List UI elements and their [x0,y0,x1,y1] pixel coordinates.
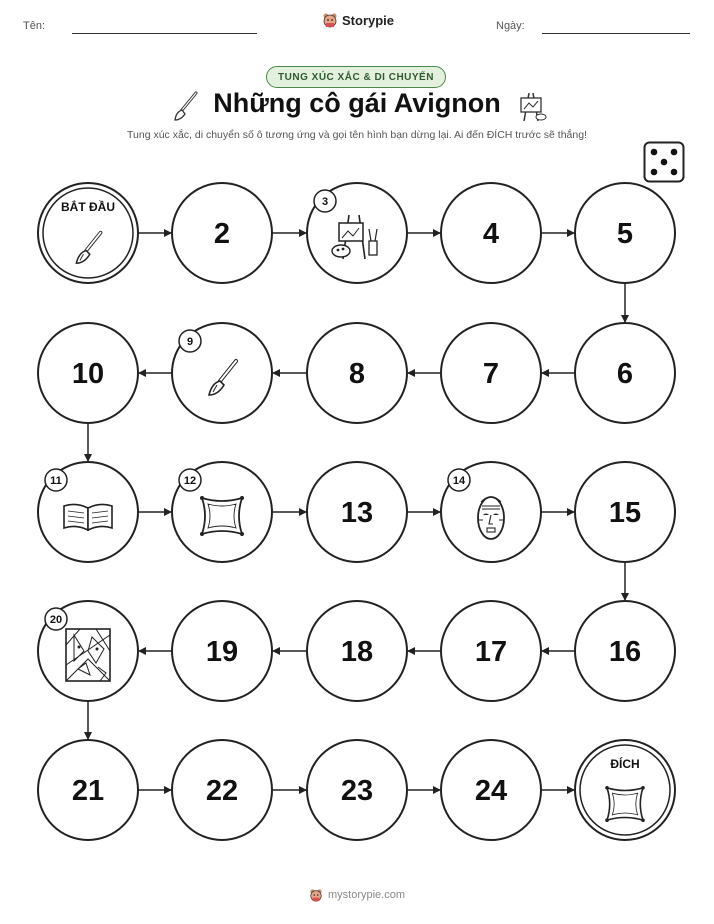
cell-number: 8 [348,358,366,390]
page-title: Những cô gái Avignon [213,88,501,118]
date-label: Ngày: [496,20,525,32]
footer-url: mystorypie.com [327,889,406,901]
board-cell[interactable] [172,323,272,423]
cell-number: 22 [205,775,239,807]
start-cell[interactable] [38,183,138,283]
start-label: BẮT ĐẦU [61,200,115,214]
cell-number: 13 [340,497,374,529]
instructions: Tung xúc xắc, di chuyển số ô tương ứng và gọi tên hình bạn dừng lại. Ai đến ĐÍCH trước sẽ thắng! [126,129,587,141]
footer [0,888,714,902]
cell-number: 7 [482,358,500,390]
board-cell[interactable] [307,601,407,701]
board-cell[interactable] [575,323,675,423]
cell-number: 18 [340,636,374,668]
board-cell[interactable] [441,323,541,423]
open-book-icon [64,504,112,530]
board-cell[interactable] [441,601,541,701]
finish-cell[interactable] [575,740,675,840]
cell-number: 16 [608,636,642,668]
cell-number-badge-label: 12 [183,475,197,487]
cubist-faces-icon [66,629,110,681]
cell-number: 23 [340,775,374,807]
cell-number: 10 [71,358,105,390]
cell-number: 21 [71,775,105,807]
board-cell[interactable] [307,462,407,562]
board-cell[interactable] [38,462,138,562]
cell-number: 19 [205,636,239,668]
african-mask-icon [478,497,504,539]
board-cell[interactable] [172,462,272,562]
cell-number-badge-label: 3 [321,196,329,208]
cell-number-badge-label: 9 [186,336,194,348]
cell-number: 15 [608,497,642,529]
storypie-mascot-icon [309,888,323,902]
brand-name: Storypie [342,12,395,28]
cell-number-badge-label: 14 [452,475,466,487]
board-cell[interactable] [172,183,272,283]
cell-number: 17 [474,636,508,668]
board-cell[interactable] [575,462,675,562]
cell-number: 24 [474,775,508,807]
board-cell[interactable] [441,462,541,562]
cell-number: 6 [616,358,634,390]
board-cell[interactable] [307,740,407,840]
cell-number-badge-label: 20 [49,614,63,626]
board-cell[interactable] [575,601,675,701]
board-cell[interactable] [38,740,138,840]
board-cell[interactable] [38,601,138,701]
board-cell[interactable] [441,740,541,840]
cushion-icon [200,496,244,536]
name-label: Tên: [23,20,46,32]
board-cell[interactable] [172,740,272,840]
cell-number-badge-label: 11 [50,475,62,487]
board-cell[interactable] [441,183,541,283]
activity-badge: TUNG XÚC XẮC & DI CHUYỂN [266,66,446,88]
board-cell[interactable] [307,323,407,423]
board-cell[interactable] [575,183,675,283]
cell-number: 5 [616,218,634,250]
cushion-icon [605,786,645,822]
board-cell[interactable] [172,601,272,701]
board-cell[interactable] [38,323,138,423]
cell-number: 4 [482,218,500,250]
cell-number: 2 [213,218,231,250]
board-cell[interactable] [307,183,407,283]
finish-label: ĐÍCH [610,757,640,771]
